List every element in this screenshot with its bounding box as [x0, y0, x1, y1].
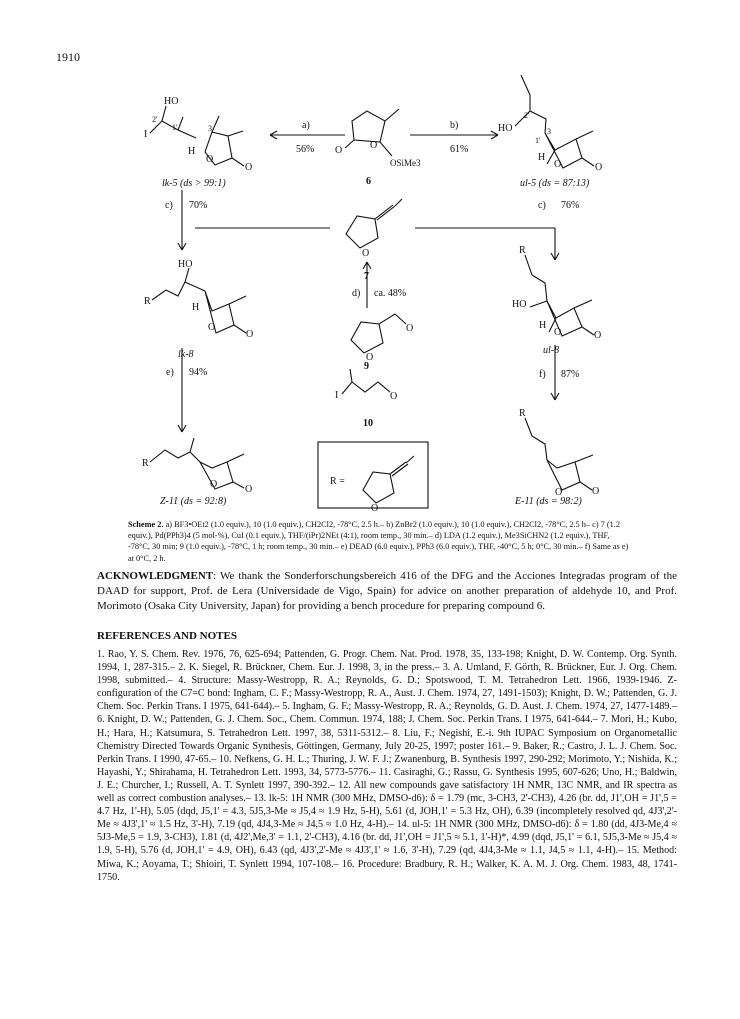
structure-10	[342, 369, 390, 394]
acknowledgment-text: : We thank the Sonderforschungsbereich 416 of the DFG and the Acciones Integradas program of the DAAD for support, Prof. de Lera (Universidade de Vigo, Spain) for advice on another preparation of aldehyde 10, and Prof. Morimoto (Osaka City University, Japan) for providing a bench procedure for preparing compound 6.	[97, 570, 677, 612]
page-number: 1910	[56, 50, 80, 64]
arrow-a-label: a)	[302, 120, 310, 131]
scheme-caption	[128, 519, 633, 564]
arrow-e	[178, 348, 186, 432]
atom-o-ring-ul5: O	[554, 159, 562, 170]
structure-ul8	[525, 255, 594, 336]
arrow-d	[363, 262, 371, 308]
atom-o-carbonyl-e11: O	[592, 486, 600, 497]
atom-ho-lk8: HO	[178, 259, 193, 270]
label-e11: E-11 (ds = 98:2)	[515, 496, 582, 507]
pos-3-lk5: 3	[208, 124, 212, 133]
atom-r-lk8: R	[144, 296, 151, 307]
label-7: 7	[364, 271, 369, 282]
caption-text: a) BF3•OEt2 (1.0 equiv.), 10 (1.0 equiv.), CH2Cl2, -78°C, 2.5 h.– b) ZnBr2 (1.0 equiv.), 10 (1.0 equiv.), CH2Cl2, -78°C, 2.5 h– c) 7 (1.2 equiv.), Pd(PPh3)4 (5 mol-%), CuI (0.1 equiv.), THF/(iPr)2NEt (4:1), room temp., 30 min.– d) LDA (1.2 equiv.), Me3SiCHN2 (1.2 equiv.), THF, -78°C, 30 min; 9 (1.0 equiv.), -78°C, 1 h; room temp., 30 min.– e) DEAD (6.0 equiv.), PPh3 (6.0 equiv.), THF, -40°C, 5 h; 0°C, 30 min.– f) Same as e) at 0°C, 2 h.	[128, 520, 629, 563]
arrow-f-label: f)	[539, 369, 546, 380]
atom-r-z11: R	[142, 458, 149, 469]
atom-otms-6: OSiMe3	[390, 158, 421, 168]
caption-label: Scheme 2.	[128, 520, 164, 529]
r-definition-box	[318, 442, 428, 508]
atom-o-ring-lk8: O	[208, 322, 216, 333]
atom-o-6: O	[335, 145, 343, 156]
arrow-c-right-yield: 76%	[561, 200, 580, 211]
structure-z11	[150, 438, 244, 489]
structure-furan-7	[346, 199, 402, 248]
atom-o-carbonyl-lk8: O	[246, 329, 254, 340]
structure-ul5	[515, 75, 594, 168]
label-z11: Z-11 (ds = 92:8)	[160, 496, 227, 507]
atom-o-10: O	[390, 391, 398, 402]
pos-2p-ul5: 2'	[524, 111, 530, 120]
atom-o-carbonyl-ul5: O	[595, 162, 603, 173]
references-text: 1. Rao, Y. S. Chem. Rev. 1976, 76, 625-694; Pattenden, G. Progr. Chem. Nat. Prod. 1978, 35, 133-198; Knight, D. W. Contemp. Org. Synth. 1994, 1, 287-315.– 2. K. Siegel, R. Brückner, Chem. Eur. J. 1998, 3, in the press.– 3. A. Umland, F. Görth, R. Brückner, Eur. J. Org. Chem. 1998, submitted.– 4. Structure: Massy-Westropp, R. A.; Reynolds, G. D.; Spotswood, T. M. Tetrahedron Lett. 1966, 1939-1946. Z-configuration of the C7=C bond: Ingham, C. F.; Massy-Westropp, R. A., Aust. J. Chem. 1974, 27, 1491-1503); Knight, D. W.; Pattenden, G. J. Chem. Soc. Perkin Trans. I 1975, 641-644).– 5. Ingham, G. F.; Massy-Westropp, R. A.; Reynolds, G. D. Aust. J. Chem. 1974, 27, 1477-1489.– 6. Knight, D. W.; Pattenden, G. J. Chem. Soc., Chem. Commun. 1974, 188; J. Chem. Soc. Perkin Trans. I 1975, 641-644.– 7. Mori, H.; Kubo, H.; Hara, H.; Katsumura, S. Tetrahedron Lett. 1997, 38, 5311-5312.– 8. Liu, F.; Negishi, E.-i. 9th IUPAC Symposium on Organometallic Chemistry Directed Towards Organic Synthesis, Göttingen, Germany, July 20-25, 1997; poster 161.– 9. Baker, R.; Castro, J. L. J. Chem. Soc. Perkin Trans. I 1990, 47-65.– 10. Nefkens, G. H. L.; Thuring, J. W. F. J.; Zwanenburg, B. Synthesis 1997, 290-292; Morimoto, Y.; Nishida, K.; Hayashi, Y.; Shirahama, H. Tetrahedron Lett. 1993, 34, 5773-5776.– 11. Casiraghi, G.; Rassu, G. Synthesis 1995, 607-626; Uno, H.; Baldwin, J. E.; Churcher, I.; Russell, A. T. Synlett 1997, 390-392.– 12. All new compounds gave satisfactory 1H NMR, 13C NMR, and IR spectra as well as correct combustion analyses.– 13. lk-5: 1H NMR (300 MHz, DMSO-d6): δ = 1.79 (mc, 3-CH3, 2'-CH3), 4.26 (br. dd, J1',OH = J1',5 = 4.7 Hz, 1'-H), 5.05 (dqd, J5,1' = 4.3, 5J5,3-Me ≈ J5,4 ≈ 1.9 Hz, 5-H), 5.61 (d, JOH,1' = 5.3 Hz, OH), 6.39 (incompletely resolved qd, 4J3',2'-Me ≈ 4J3',1' ≈ 1.5 Hz, 3'-H), 7.19 (qd, 4J4,3-Me ≈ J4,5 ≈ 1.0 Hz, 4-H).– 14. ul-5: 1H NMR (300 MHz, DMSO-d6): δ = 1.80 (dd, 4J3-Me,4 ≈ 5J3-Me,5 = 1.9, 3-CH3), 1.81 (d, 4J2',Me,3' = 1.1, 2'-CH3), 4.16 (br. dd, J1',OH = J1',5 ≈ 5.1, 1'-H)*, 4.99 (dqd, J5,1' = 6.1, 5J5,3-Me ≈ J5,4 ≈ 1.9, 5-H), 5.76 (d, JOH,1' = 4.9, OH), 6.43 (qd, 4J3',2'-Me ≈ 4J3',1' ≈ 1.6, 3'-H), 7.29 (qd, 4J4,3-Me ≈ 1.1, J4,5 ≈ 1.1, 4-H).– 15. Method: Miwa, K.; Aoyama, T.; Shioiri, T. Synlett 1994, 107-108.– 16. Procedure: Bradbury, R. H.; Walker, K. A. M. J. Org. Chem. 1983, 48, 1741-1750.	[97, 649, 677, 883]
arrow-c-left-label: c)	[165, 200, 173, 211]
label-lk5: lk-5 (ds > 99:1)	[162, 178, 226, 189]
arrow-d-label: d)	[352, 288, 361, 299]
arrow-c-right-label: c)	[538, 200, 546, 211]
atom-h-lk8: H	[192, 302, 200, 313]
r-equals-label: R =	[330, 476, 345, 487]
pos-3-ul5: 3	[547, 127, 551, 136]
atom-ho-lk5: HO	[164, 96, 179, 107]
atom-h-ul5: H	[538, 152, 546, 163]
atom-i-lk5: I	[144, 129, 148, 140]
arrow-b-label: b)	[450, 120, 459, 131]
label-ul5: ul-5 (ds = 87:13)	[520, 178, 590, 189]
atom-o-ring-ul8: O	[554, 327, 562, 338]
atom-ho-ul5: HO	[498, 123, 513, 134]
arrow-c-left-yield: 70%	[189, 200, 208, 211]
atom-o-ring-z11: O	[210, 479, 218, 490]
label-6: 6	[366, 176, 371, 187]
structure-lk8	[152, 268, 246, 333]
arrow-c-left	[178, 190, 186, 250]
atom-o-ring-6: O	[370, 140, 378, 151]
atom-ho-ul8: HO	[512, 299, 527, 310]
atom-r-ul8: R	[519, 245, 526, 256]
arrow-b-yield: 61%	[450, 144, 469, 155]
atom-o-carbonyl-ul8: O	[594, 330, 602, 341]
structure-lk5	[150, 106, 244, 166]
atom-o-ring-lk5: O	[206, 154, 214, 165]
pos-1p-ul5: 1'	[535, 136, 541, 145]
label-lk8: lk-8	[178, 349, 194, 360]
atom-h-lk5: H	[188, 146, 196, 157]
label-10: 10	[363, 418, 373, 429]
atom-o-7: O	[362, 248, 370, 259]
pos-2p-lk5: 2'	[152, 115, 158, 124]
structure-furan-9	[351, 314, 406, 353]
atom-o-ring-e11: O	[555, 487, 563, 498]
atom-h-ul8: H	[539, 320, 547, 331]
arrow-f-yield: 87%	[561, 369, 580, 380]
arrow-e-yield: 94%	[189, 367, 208, 378]
arrow-e-label: e)	[166, 367, 174, 378]
atom-i-10: I	[335, 390, 339, 401]
atom-o-r-box: O	[371, 503, 379, 514]
arrow-d-yield: ca. 48%	[374, 288, 407, 299]
atom-r-e11: R	[519, 408, 526, 419]
atom-o-aldehyde-9: O	[406, 323, 414, 334]
atom-o-carbonyl-lk5: O	[245, 162, 253, 173]
arrow-a-yield: 56%	[296, 144, 315, 155]
acknowledgment	[97, 569, 677, 613]
acknowledgment-label: ACKNOWLEDGMENT	[97, 570, 214, 582]
arrow-c-right	[415, 228, 559, 260]
references-heading: REFERENCES AND NOTES	[97, 630, 237, 642]
label-ul8: ul-8	[543, 345, 560, 356]
atom-o-carbonyl-z11: O	[245, 484, 253, 495]
atom-o-ring-9: O	[366, 352, 374, 363]
structure-e11	[525, 418, 593, 490]
label-9: 9	[364, 361, 369, 372]
pos-1p-lk5: 1'	[172, 123, 178, 132]
